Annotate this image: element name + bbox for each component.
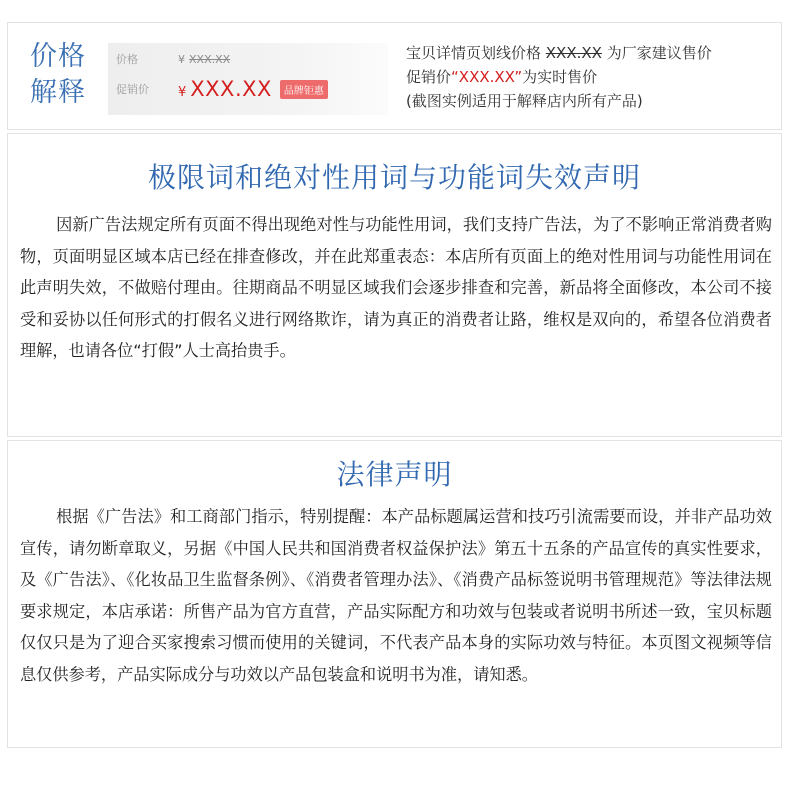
- price-title-line-2: 解释: [30, 77, 86, 108]
- price-title-line-1: 价格: [30, 41, 86, 72]
- promo-price-row: [116, 77, 328, 101]
- legal-statement-text: 根据《广告法》和工商部门指示，特别提醒：本产品标题属运营和技巧引流需要而设，并非产品功效宣传，请勿断章取义，另据《中国人民共和国消费者权益保护法》第五十五条的产品宣传的真实性要求，及《广告法》、《化妆品卫生监督条例》、《消费者管理办法》、《消费产品标签说明书管理规范》等法律法规要求规定，本店承诺：所售产品为官方直营，产品实际配方和功效与包装或者说明书所述一致，宝贝标题仅仅只是为了迎合买家搜索习惯而使用的关键词，不代表产品本身的实际功效与特征。本页图文视频等信息仅供参考，产品实际成分与功效以产品包装盒和说明书为准，请知悉。: [20, 507, 772, 684]
- original-price: [178, 53, 230, 66]
- desc-line2-red: “XXX.XX”: [451, 68, 523, 86]
- price-desc-line-3: (截图实例适用于解释店内所有产品): [406, 92, 643, 110]
- ad-law-statement-title: 极限词和绝对性用词与功能词失效声明: [147, 161, 641, 194]
- price-sample-box: [108, 43, 388, 115]
- legal-statement-panel: [7, 440, 782, 748]
- promo-tag-badge: 品牌钜惠: [280, 80, 328, 99]
- original-price-value: XXX.XX: [189, 52, 231, 66]
- desc-line2-suffix: 为实时售价: [522, 68, 598, 86]
- promo-price-currency: ¥: [178, 85, 187, 100]
- price-explanation-panel: [7, 22, 782, 130]
- legal-statement-body: [20, 501, 772, 691]
- original-price-row: [116, 51, 230, 67]
- desc-line1-strike: XXX.XX: [545, 44, 602, 62]
- desc-line2-prefix: 促销价: [406, 68, 452, 86]
- promo-price-value: XXX.XX: [190, 77, 272, 101]
- legal-statement-title: 法律声明: [336, 458, 453, 491]
- promo-price-label: 促销价: [116, 83, 149, 96]
- promo-price: [178, 77, 272, 101]
- desc-line1-prefix: 宝贝详情页划线价格: [406, 44, 546, 62]
- ad-law-statement-text: 因新广告法规定所有页面不得出现绝对性与功能性用词，我们支持广告法，为了不影响正常消费者购物，页面明显区域本店已经在排查修改，并在此郑重表态：本店所有页面上的绝对性用词与功能性用词在此声明失效，不做赔付理由。往期商品不明显区域我们会逐步排查和完善，新品将全面修改，本公司不接受和妥协以任何形式的打假名义进行网络欺诈，请为真正的消费者让路，维权是双向的，希望各位消费者理解，也请各位“打假”人士高抬贵手。: [20, 215, 772, 361]
- price-desc-line-1: [406, 41, 776, 65]
- original-price-label: 价格: [116, 53, 138, 66]
- original-price-currency: ¥: [178, 52, 185, 66]
- ad-law-statement-body: [20, 209, 772, 367]
- price-description: [406, 41, 776, 113]
- ad-law-statement-panel: [7, 133, 782, 437]
- desc-line1-suffix: 为厂家建议售价: [601, 44, 712, 62]
- price-explanation-title: [30, 39, 100, 111]
- price-desc-line-2: [406, 65, 776, 89]
